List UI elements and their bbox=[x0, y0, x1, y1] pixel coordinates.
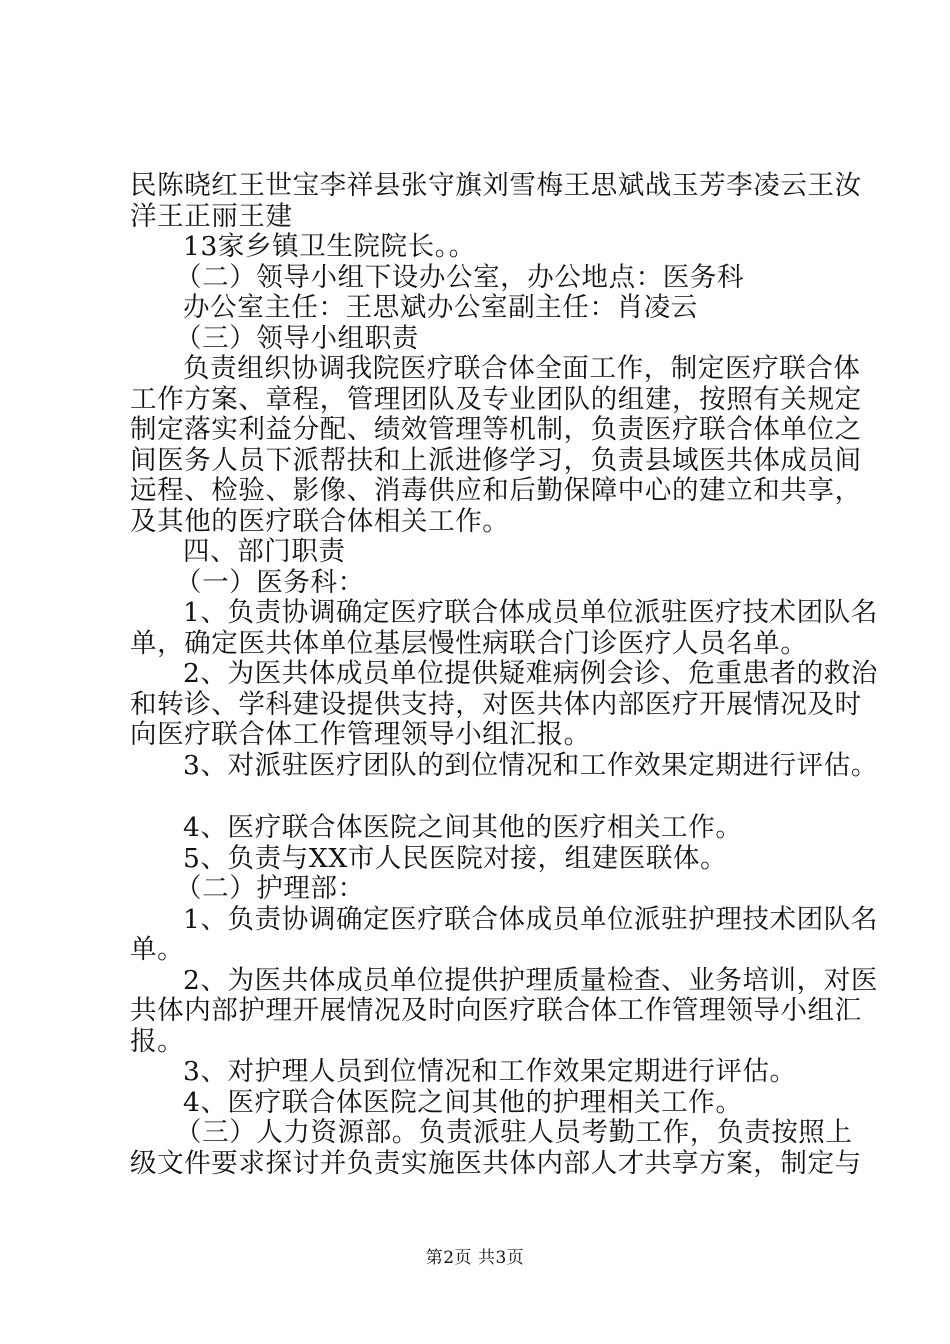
text-line: 办公室主任：王思斌办公室副主任：肖凌云 bbox=[183, 292, 698, 323]
text-line: 单，确定医共体单位基层慢性病联合门诊医疗人员名单。 bbox=[130, 627, 808, 659]
text-line: （三）人力资源部。负责派驻人员考勤工作，负责按照上 bbox=[175, 1117, 853, 1148]
text-line: 间医务人员下派帮扶和上派进修学习，负责县域医共体成员间 bbox=[130, 444, 862, 476]
page-number-footer: 第2页 共3页 bbox=[425, 1248, 525, 1268]
text-line: 3、对护理人员到位情况和工作效果定期进行评估。 bbox=[183, 1056, 797, 1087]
text-line: 5、负责与XX市人民医院对接，组建医联体。 bbox=[183, 842, 728, 874]
text-line: 级文件要求探讨并负责实施医共体内部人才共享方案，制定与 bbox=[130, 1147, 862, 1179]
text-line: 3、对派驻医疗团队的到位情况和工作效果定期进行评估。 bbox=[183, 749, 878, 781]
text-line: 向医疗联合体工作管理领导小组汇报。 bbox=[130, 719, 591, 750]
text-line: 和转诊、学科建设提供支持，对医共体内部医疗开展情况及时 bbox=[130, 688, 862, 720]
text-line: 民陈晓红王世宝李祥县张守旗刘雪梅王思斌战玉芳李凌云王汝 bbox=[130, 170, 862, 201]
text-line: 及其他的医疗联合体相关工作。 bbox=[130, 505, 510, 537]
text-line: 制定落实利益分配、绩效管理等机制，负责医疗联合体单位之 bbox=[130, 414, 862, 445]
text-line: 负责组织协调我院医疗联合体全面工作，制定医疗联合体 bbox=[183, 353, 861, 384]
text-line: 4、医疗联合体医院之间其他的医疗相关工作。 bbox=[183, 812, 743, 843]
text-line: 2、为医共体成员单位提供护理质量检查、业务培训，对医 bbox=[183, 964, 878, 996]
text-line: 报。 bbox=[130, 1025, 185, 1057]
paragraph-gap bbox=[130, 781, 830, 813]
document-body bbox=[130, 170, 878, 1179]
section-heading: （二）领导小组下设办公室，办公地点：医务科 bbox=[175, 261, 745, 293]
text-line: 1、负责协调确定医疗联合体成员单位派驻医疗技术团队名 bbox=[183, 597, 878, 628]
section-heading: （二）护理部： bbox=[175, 873, 365, 904]
text-line: 13家乡镇卫生院院长。。 bbox=[183, 231, 476, 262]
text-line: 单。 bbox=[130, 934, 185, 965]
text-line: 共体内部护理开展情况及时向医疗联合体工作管理领导小组汇 bbox=[130, 995, 862, 1026]
section-heading: （三）领导小组职责 bbox=[175, 322, 419, 354]
text-line: 工作方案、章程，管理团队及专业团队的组建，按照有关规定 bbox=[130, 383, 862, 415]
text-line: 4、医疗联合体医院之间其他的护理相关工作。 bbox=[183, 1086, 743, 1118]
text-line: 2、为医共体成员单位提供疑难病例会诊、危重患者的救治 bbox=[183, 658, 878, 689]
text-line: 1、负责协调确定医疗联合体成员单位派驻护理技术团队名 bbox=[183, 903, 878, 935]
section-heading: （一）医务科： bbox=[175, 566, 365, 598]
text-line: 洋王正丽王建 bbox=[130, 200, 293, 232]
text-line: 远程、检验、影像、消毒供应和后勤保障中心的建立和共享， bbox=[130, 475, 862, 506]
section-heading: 四、部门职责 bbox=[183, 536, 346, 567]
